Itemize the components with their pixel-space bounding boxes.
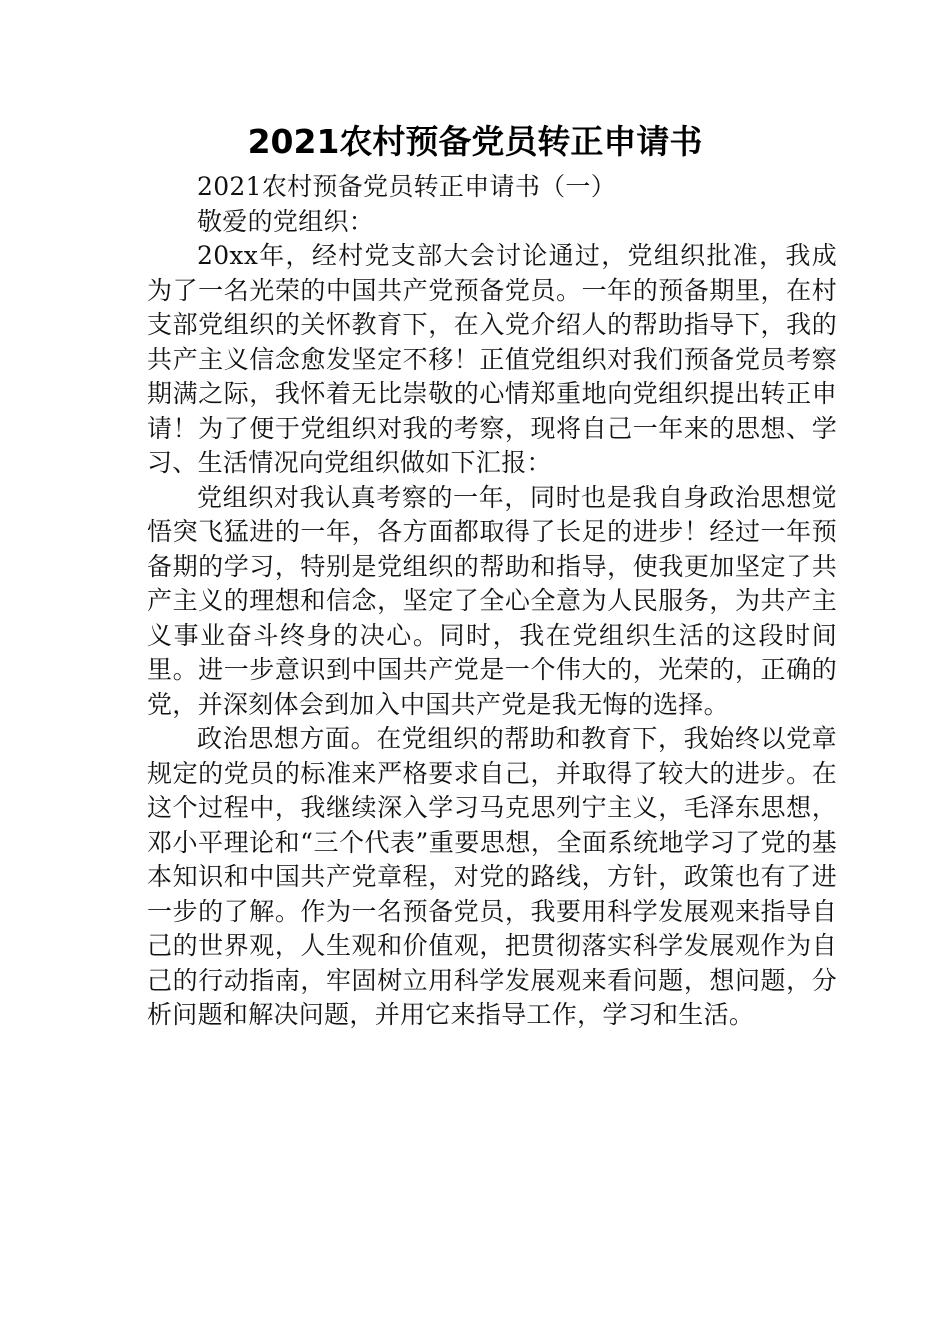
document-title: 2021农村预备党员转正申请书	[247, 122, 703, 161]
body-paragraph: 政治思想方面。在党组织的帮助和教育下，我始终以党章规定的党员的标准来严格要求自己，并取得了较大的进步。在这个过程中，我继续深入学习马克思列宁主义，毛泽东思想，邓小平理论和“三个代表”重要思想，全面系统地学习了党的基本知识和中国共产党章程，对党的路线，方针，政策也有了进一步的了解。作为一名预备党员，我要用科学发展观来指导自己的世界观，人生观和价值观，把贯彻落实科学发展观作为自己的行动指南，牢固树立用科学发展观来看问题，想问题，分析问题和解决问题，并用它来指导工作，学习和生活。	[147, 724, 837, 1029]
document-body	[147, 170, 837, 1033]
subtitle-paragraph: 2021农村预备党员转正申请书（一）	[197, 172, 617, 201]
body-paragraph: 党组织对我认真考察的一年，同时也是我自身政治思想觉悟突飞猛进的一年，各方面都取得了长足的进步！经过一年预备期的学习，特别是党组织的帮助和指导，使我更加坚定了共产主义的理想和信念，坚定了全心全意为人民服务，为共产主义事业奋斗终身的决心。同时，我在党组织生活的这段时间里。进一步意识到中国共产党是一个伟大的，光荣的，正确的党，并深刻体会到加入中国共产党是我无悔的选择。	[147, 482, 837, 719]
body-paragraph: 20xx年，经村党支部大会讨论通过，党组织批准，我成为了一名光荣的中国共产党预备党员。一年的预备期里，在村支部党组织的关怀教育下，在入党介绍人的帮助指导下，我的共产主义信念愈发坚定不移！正值党组织对我们预备党员考察期满之际，我怀着无比崇敬的心情郑重地向党组织提出转正申请！为了便于党组织对我的考察，现将自己一年来的思想、学习、生活情况向党组织做如下汇报：	[147, 241, 837, 477]
salutation-paragraph: 敬爱的党组织：	[197, 206, 375, 236]
